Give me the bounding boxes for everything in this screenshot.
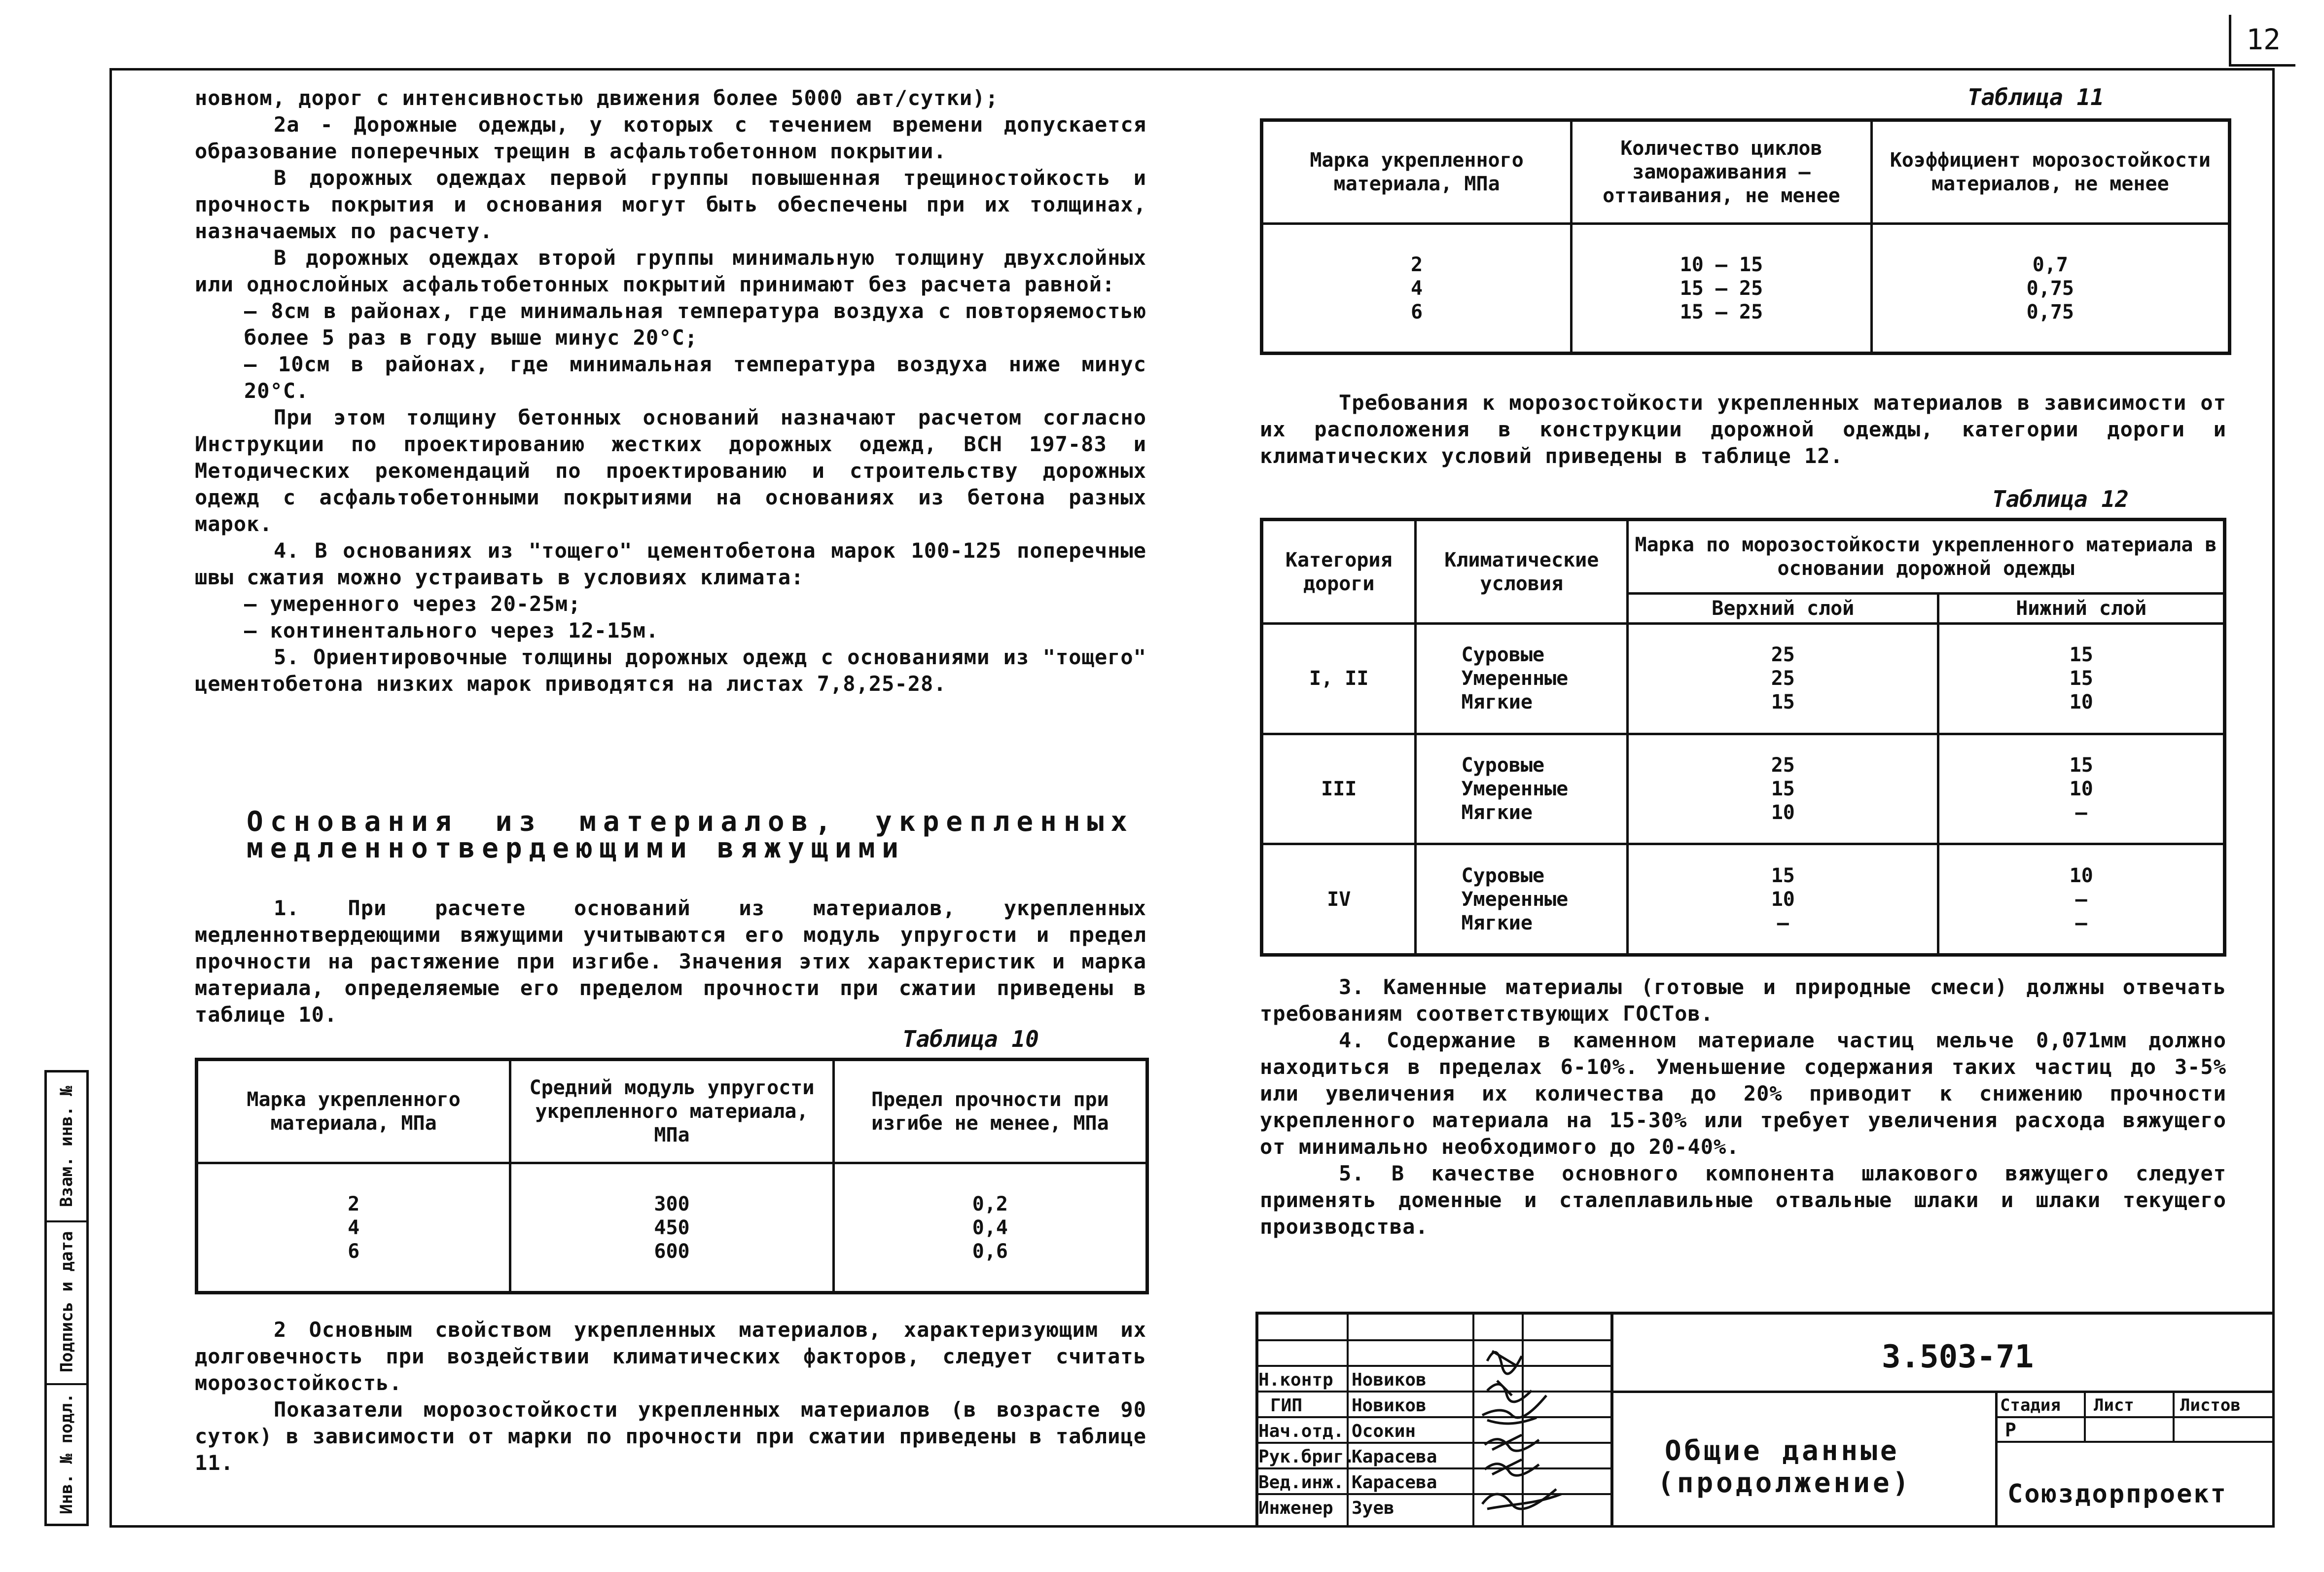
binding-sidebar bbox=[44, 1070, 89, 1526]
t12-h2: Климатические условия bbox=[1416, 520, 1628, 624]
t11-h3: Коэффициент морозостойкости материалов, не менее bbox=[1871, 120, 2229, 224]
t12-group-1: I, II Суровые Умеренные Мягкие 25 25 15 15 15 10 bbox=[1262, 624, 2225, 734]
table11-caption: Таблица 11 bbox=[1967, 84, 2104, 110]
sidebar-podpis: Подпись и дата bbox=[47, 1220, 86, 1385]
left-p13: 2 Основным свойством укрепленных материалов, характеризующим их долговечность при воздействии климатических факторов, следует считать морозостойкость. bbox=[195, 1318, 1146, 1395]
right-p4: 5. В качестве основного компонента шлакового вяжущего следует применять доменные и сталеплавильные отвальные шлаки и шлаки текущего производства. bbox=[1260, 1161, 2226, 1239]
t12-group-3: IV Суровые Умеренные Мягкие 15 10 — 10 — — bbox=[1262, 844, 2225, 955]
name-1: Новиков bbox=[1352, 1370, 1427, 1390]
name-6: Зуев bbox=[1352, 1498, 1394, 1518]
t12-group-2: III Суровые Умеренные Мягкие 25 15 10 15 10 — bbox=[1262, 734, 2225, 844]
left-p10: — континентального через 12-15м. bbox=[244, 618, 659, 643]
right-p3: 4. Содержание в каменном материале частиц мельче 0,071мм должно находиться в пределах 6-10%. Уменьшение содержания таких частиц до 3-5% или увеличения их количества до 20% приводит к снижению прочности укрепленного материала на 15-30% или требует увеличения расхода вяжущего от минимально необходимого до 20-40%. bbox=[1260, 1028, 2226, 1159]
role-6: Инженер bbox=[1258, 1498, 1333, 1518]
left-p4: В дорожных одеждах второй группы минимальную толщину двухслойных или однослойных асфальтобетонных покрытий принимают без расчета равной: bbox=[195, 246, 1146, 296]
left-p2: 2а - Дорожные одежды, у которых с течением времени допускается образование поперечных трещин в асфальтобетонном покрытии. bbox=[195, 112, 1146, 163]
sidebar-vzam: Взам. инв. № bbox=[47, 1072, 86, 1222]
name-4: Карасева bbox=[1352, 1447, 1437, 1467]
left-p6: — 10см в районах, где минимальная температура воздуха ниже минус 20°С. bbox=[244, 352, 1146, 403]
t11-col3: 0,7 0,75 0,75 bbox=[1871, 224, 2229, 354]
right-p1-block bbox=[1260, 390, 2226, 469]
role-5: Вед.инж. bbox=[1258, 1472, 1344, 1493]
t12-cat-1: I, II bbox=[1262, 624, 1416, 734]
role-3: Нач.отд. bbox=[1258, 1421, 1344, 1441]
left-p14: Показатели морозостойкости укрепленных материалов (в возрасте 90 суток) в зависимости от марки по прочности при сжатии приведены в таблице 11. bbox=[195, 1397, 1146, 1475]
t12-h3: Марка по морозостойкости укрепленного материала в основании дорожной одежды bbox=[1628, 520, 2225, 594]
role-2: ГИП bbox=[1270, 1395, 1303, 1416]
doc-code: 3.503-71 bbox=[1882, 1339, 2034, 1375]
role-1: Н.контр bbox=[1258, 1370, 1333, 1390]
t12-cat-3: IV bbox=[1262, 844, 1416, 955]
left-column-top bbox=[195, 85, 1146, 697]
t10-col1: 2 4 6 bbox=[197, 1163, 510, 1293]
t10-h1: Марка укрепленного материала, МПа bbox=[197, 1060, 510, 1163]
table12-caption: Таблица 12 bbox=[1992, 486, 2129, 512]
left-p5: — 8см в районах, где минимальная температура воздуха с повторяемостью более 5 раз в году выше минус 20°С; bbox=[244, 299, 1146, 350]
signatures bbox=[1477, 1341, 1606, 1524]
title-block bbox=[1255, 1312, 2275, 1528]
doc-title-1: Общие данные bbox=[1665, 1435, 1900, 1467]
t10-h2: Средний модуль упругости укрепленного материала, МПа bbox=[510, 1060, 834, 1163]
table10-caption: Таблица 10 bbox=[902, 1026, 1039, 1052]
table-12 bbox=[1260, 518, 2226, 957]
left-p3: В дорожных одеждах первой группы повышенная трещиностойкость и прочность покрытия и основания могут быть обеспечены при их толщинах, назначаемых по расчету. bbox=[195, 166, 1146, 243]
right-p2: 3. Каменные материалы (готовые и природные смеси) должны отвечать требованиям соответствующих ГОСТов. bbox=[1260, 975, 2226, 1026]
left-column-mid bbox=[195, 895, 1146, 1028]
t12-h3b: Нижний слой bbox=[1938, 594, 2225, 624]
t12-h1: Категория дороги bbox=[1262, 520, 1416, 624]
table-11 bbox=[1260, 118, 2231, 355]
right-column-bottom bbox=[1260, 974, 2226, 1240]
t10-col2: 300 450 600 bbox=[510, 1163, 834, 1293]
t10-col3: 0,2 0,4 0,6 bbox=[833, 1163, 1147, 1293]
t12-h3a: Верхний слой bbox=[1628, 594, 1938, 624]
section-heading-block bbox=[247, 806, 1134, 864]
left-p12: 1. При расчете оснований из материалов, укрепленных медленнотвердеющими вяжущими учитываются его модуль упругости и предел прочности на растяжение при изгибе. Значения этих характеристик и марка материала, определяемые его пределом прочности при сжатии приведены в таблице 10. bbox=[195, 896, 1146, 1027]
sidebar-inv: Инв. № подл. bbox=[57, 1393, 77, 1514]
name-2: Новиков bbox=[1352, 1395, 1427, 1416]
left-p9: — умеренного через 20-25м; bbox=[244, 592, 581, 616]
t11-h1: Марка укрепленного материала, МПа bbox=[1262, 120, 1572, 224]
table-10 bbox=[195, 1058, 1149, 1294]
t12-cat-2: III bbox=[1262, 734, 1416, 844]
role-4: Рук.бриг. bbox=[1258, 1447, 1355, 1467]
left-p8: 4. В основаниях из "тощего" цементобетона марок 100-125 поперечные швы сжатия можно устраивать в условиях климата: bbox=[195, 538, 1146, 589]
left-p1: новном, дорог с интенсивностью движения более 5000 авт/сутки); bbox=[195, 86, 999, 110]
left-p11: 5. Ориентировочные толщины дорожных одежд с основаниями из "тощего" цементобетона низких марок приводятся на листах 7,8,25-28. bbox=[195, 645, 1146, 696]
left-p7: При этом толщину бетонных оснований назначают расчетом согласно Инструкции по проектированию жестких дорожных одежд, ВСН 197-83 и Методических рекомендаций по проектированию и строительству дорожных одежд с асфальтобетонными покрытиями на основаниях из бетона разных марок. bbox=[195, 405, 1146, 536]
name-5: Карасева bbox=[1352, 1472, 1437, 1493]
t11-col2: 10 — 15 15 — 25 15 — 25 bbox=[1572, 224, 1872, 354]
list-label: Лист bbox=[2094, 1395, 2134, 1415]
stadia-value: Р bbox=[2005, 1419, 2016, 1441]
organization: Союздорпроект bbox=[2007, 1479, 2227, 1509]
t11-col1: 2 4 6 bbox=[1262, 224, 1572, 354]
section-heading: Основания из материалов, укрепленных медленнотвердеющими вяжущими bbox=[247, 806, 1134, 864]
name-3: Осокин bbox=[1352, 1421, 1416, 1441]
listov-label: Листов bbox=[2180, 1395, 2241, 1415]
left-column-bottom bbox=[195, 1317, 1146, 1476]
page-number: 12 bbox=[2229, 15, 2295, 67]
stadia-label: Стадия bbox=[2000, 1395, 2061, 1415]
t11-h2: Количество циклов замораживания — оттаивания, не менее bbox=[1572, 120, 1872, 224]
t10-h3: Предел прочности при изгибе не менее, МПа bbox=[833, 1060, 1147, 1163]
doc-title-2: (продолжение) bbox=[1657, 1467, 1912, 1499]
right-p1: Требования к морозостойкости укрепленных материалов в зависимости от их расположения в конструкции дорожной одежды, категории дороги и климатических условий приведены в таблице 12. bbox=[1260, 391, 2226, 468]
